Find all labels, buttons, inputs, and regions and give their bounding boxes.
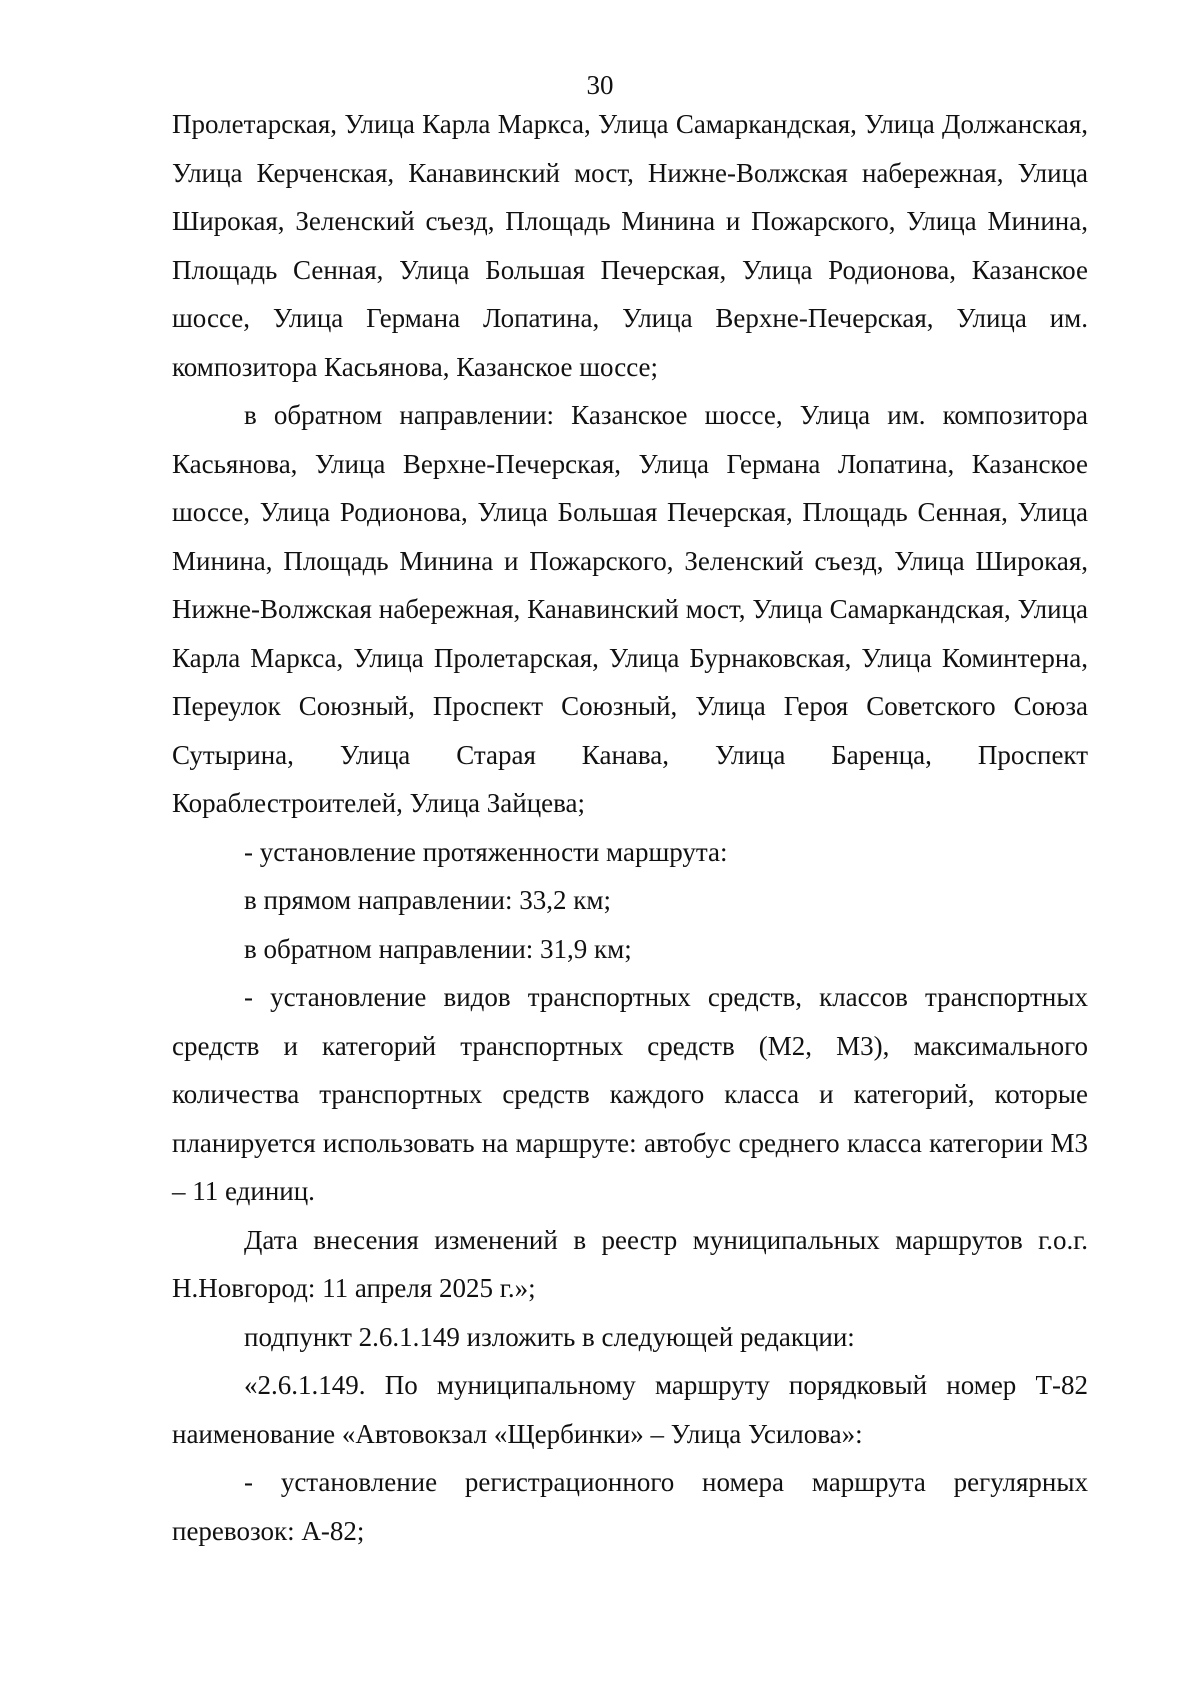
paragraph-registry-date: Дата внесения изменений в реестр муниципальных маршрутов г.о.г. Н.Новгород: 11 апреля 2025 г.»; bbox=[172, 1224, 1088, 1303]
paragraph-forward-length: в прямом направлении: 33,2 км; bbox=[244, 885, 611, 915]
paragraph-vehicle-types: - установление видов транспортных средств, классов транспортных средств и категорий транспортных средств (М2, М3), максимального количества транспортных средств каждого класса и категорий, которые планируется использовать на маршруте: автобус среднего класса категории М3 – 11 единиц. bbox=[172, 982, 1088, 1206]
paragraph-route-length-heading: - установление протяженности маршрута: bbox=[244, 836, 728, 867]
paragraph-route-reverse: в обратном направлении: Казанское шоссе, Улица им. композитора Касьянова, Улица Верхне-Печерская, Улица Германа Лопатина, Казанское шоссе, Улица Родионова, Улица Большая Печерская, Площадь Сенная, Улица Минина, Площадь Минина и Пожарского, Зеленский съезд, Улица Широкая, Нижне-Волжская набережная, Канавинский мост, Улица Самаркандская, Улица Карла Маркса, Улица Пролетарская, Улица Бурнаковская, Улица Коминтерна, Переулок Союзный, Проспект Союзный, Улица Героя Советского Союза Сутырина, Улица Старая Канава, Улица Баренца, Проспект Кораблестроителей, Улица Зайцева; bbox=[172, 400, 1088, 818]
paragraph-reverse-length: в обратном направлении: 31,9 км; bbox=[244, 933, 632, 964]
paragraph-subclause-intro: подпункт 2.6.1.149 изложить в следующей редакции: bbox=[244, 1321, 855, 1352]
document-body bbox=[172, 100, 1088, 1555]
paragraph-registration-number: - установление регистрационного номера маршрута регулярных перевозок: А-82; bbox=[172, 1467, 1088, 1546]
page-number: 30 bbox=[586, 70, 614, 100]
paragraph-route-t82: «2.6.1.149. По муниципальному маршруту порядковый номер Т-82 наименование «Автовокзал «Щербинки» – Улица Усилова»: bbox=[172, 1370, 1088, 1449]
paragraph-route-forward-continuation: Пролетарская, Улица Карла Маркса, Улица Самаркандская, Улица Должанская, Улица Керченская, Канавинский мост, Нижне-Волжская набережная, Улица Широкая, Зеленский съезд, Площадь Минина и Пожарского, Улица Минина, Площадь Сенная, Улица Большая Печерская, Улица Родионова, Казанское шоссе, Улица Германа Лопатина, Улица Верхне-Печерская, Улица им. композитора Касьянова, Казанское шоссе; bbox=[172, 109, 1088, 382]
